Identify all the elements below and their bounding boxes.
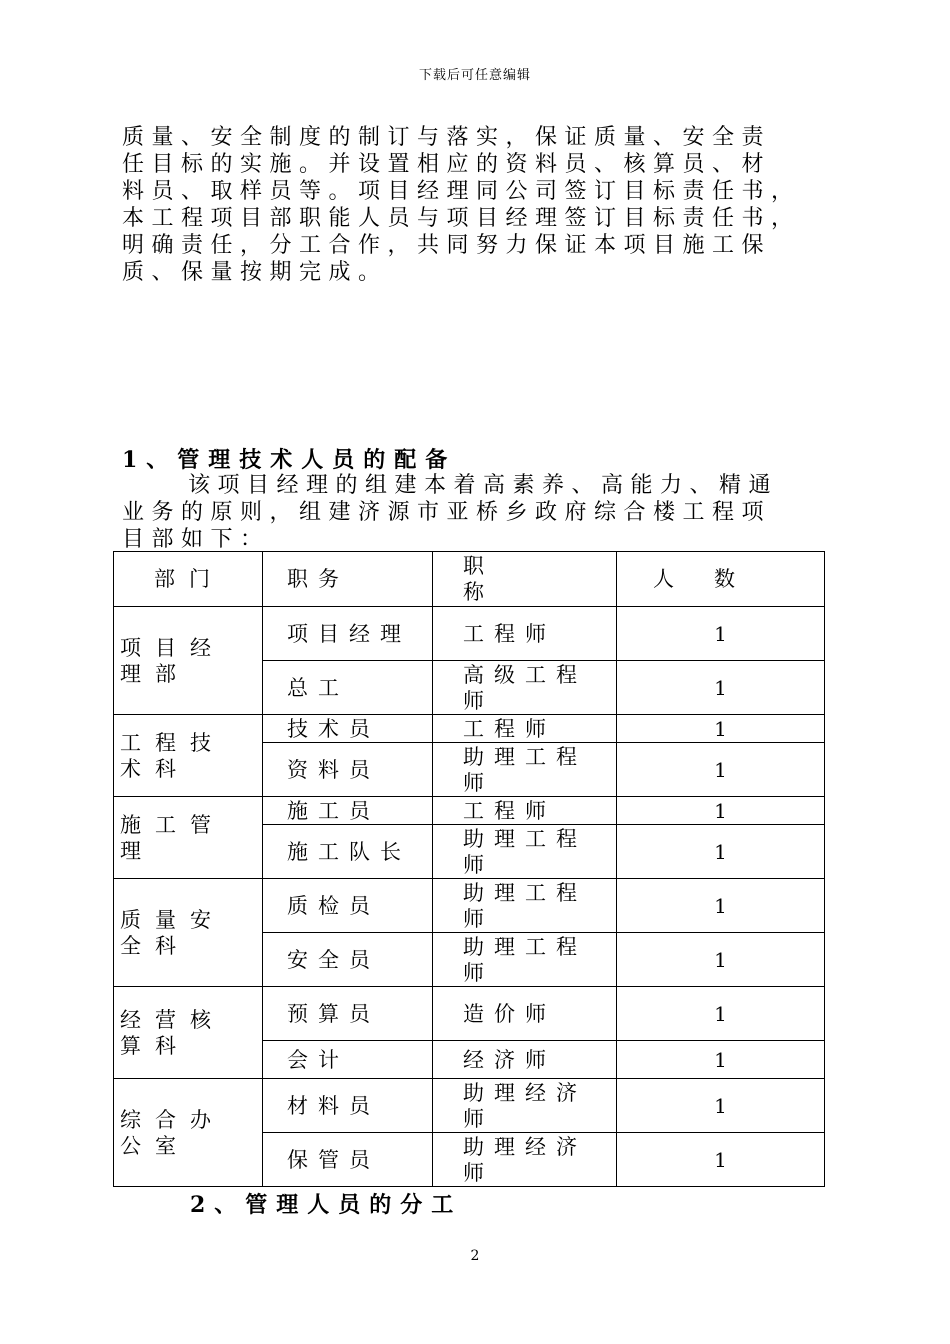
staff-table <box>113 551 825 1187</box>
count-cell: 1 <box>617 1133 825 1187</box>
count-cell: 1 <box>617 1079 825 1133</box>
role-cell: 项目经理 <box>263 607 433 661</box>
count-cell: 1 <box>617 933 825 987</box>
title-cell: 助理工程师 <box>433 879 617 933</box>
count-cell: 1 <box>617 879 825 933</box>
paragraph-project-team <box>122 472 842 553</box>
title-cell: 工程师 <box>433 607 617 661</box>
count-cell: 1 <box>617 1041 825 1079</box>
count-cell: 1 <box>617 661 825 715</box>
role-cell: 材料员 <box>263 1079 433 1133</box>
count-cell: 1 <box>617 797 825 825</box>
text-line: 质、保量按期完成。 <box>122 260 388 285</box>
table-row <box>114 1079 825 1133</box>
text-line: 质量、安全制度的制订与落实，保证质量、安全责 <box>122 125 772 150</box>
page-number: 2 <box>470 1248 480 1264</box>
title-cell: 助理经济师 <box>433 1079 617 1133</box>
table-row <box>114 987 825 1041</box>
page-header: 下载后可任意编辑 <box>418 68 531 83</box>
table-row <box>114 715 825 743</box>
table-row <box>114 879 825 933</box>
role-cell: 安全员 <box>263 933 433 987</box>
count-cell: 1 <box>617 607 825 661</box>
header-title: 职称 <box>433 552 617 607</box>
dept-cell: 经营核算科 <box>114 987 263 1079</box>
header-role: 职务 <box>263 552 433 607</box>
title-cell: 造价师 <box>433 987 617 1041</box>
text-line: 任目标的实施。并设置相应的资料员、核算员、材 <box>122 152 772 177</box>
title-cell: 工程师 <box>433 715 617 743</box>
title-cell: 助理工程师 <box>433 933 617 987</box>
title-cell: 高级工程师 <box>433 661 617 715</box>
title-cell: 助理工程师 <box>433 743 617 797</box>
dept-cell: 项目经理部 <box>114 607 263 715</box>
title-cell: 经济师 <box>433 1041 617 1079</box>
role-cell: 质检员 <box>263 879 433 933</box>
text-line: 料员、取样员等。项目经理同公司签订目标责任书， <box>122 179 801 204</box>
table-header-row <box>114 552 825 607</box>
header-dept: 部门 <box>114 552 263 607</box>
section-heading-division: 2、管理人员的分工 <box>190 1192 463 1218</box>
text-line: 本工程项目部职能人员与项目经理签订目标责任书， <box>122 206 801 231</box>
table-row <box>114 607 825 661</box>
role-cell: 预算员 <box>263 987 433 1041</box>
title-cell: 助理经济师 <box>433 1133 617 1187</box>
dept-cell: 质量安全科 <box>114 879 263 987</box>
header-count: 人数 <box>617 552 825 607</box>
text-line: 明确责任，分工合作，共同努力保证本项目施工保 <box>122 233 772 258</box>
role-cell: 保管员 <box>263 1133 433 1187</box>
role-cell: 施工队长 <box>263 825 433 879</box>
section-heading-staffing: 1、管理技术人员的配备 <box>122 447 457 473</box>
count-cell: 1 <box>617 987 825 1041</box>
dept-cell: 工程技术科 <box>114 715 263 797</box>
count-cell: 1 <box>617 715 825 743</box>
count-cell: 1 <box>617 743 825 797</box>
count-cell: 1 <box>617 825 825 879</box>
role-cell: 技术员 <box>263 715 433 743</box>
text-line: 业务的原则，组建济源市亚桥乡政府综合楼工程项 <box>122 500 772 525</box>
title-cell: 助理工程师 <box>433 825 617 879</box>
table-row <box>114 797 825 825</box>
role-cell: 资料员 <box>263 743 433 797</box>
role-cell: 施工员 <box>263 797 433 825</box>
title-cell: 工程师 <box>433 797 617 825</box>
paragraph-responsibility <box>122 124 842 286</box>
dept-cell: 施工管理 <box>114 797 263 879</box>
text-line: 该项目经理的组建本着高素养、高能力、精通 <box>188 473 779 498</box>
text-line: 目部如下： <box>122 527 270 552</box>
role-cell: 总工 <box>263 661 433 715</box>
dept-cell: 综合办公室 <box>114 1079 263 1187</box>
role-cell: 会计 <box>263 1041 433 1079</box>
